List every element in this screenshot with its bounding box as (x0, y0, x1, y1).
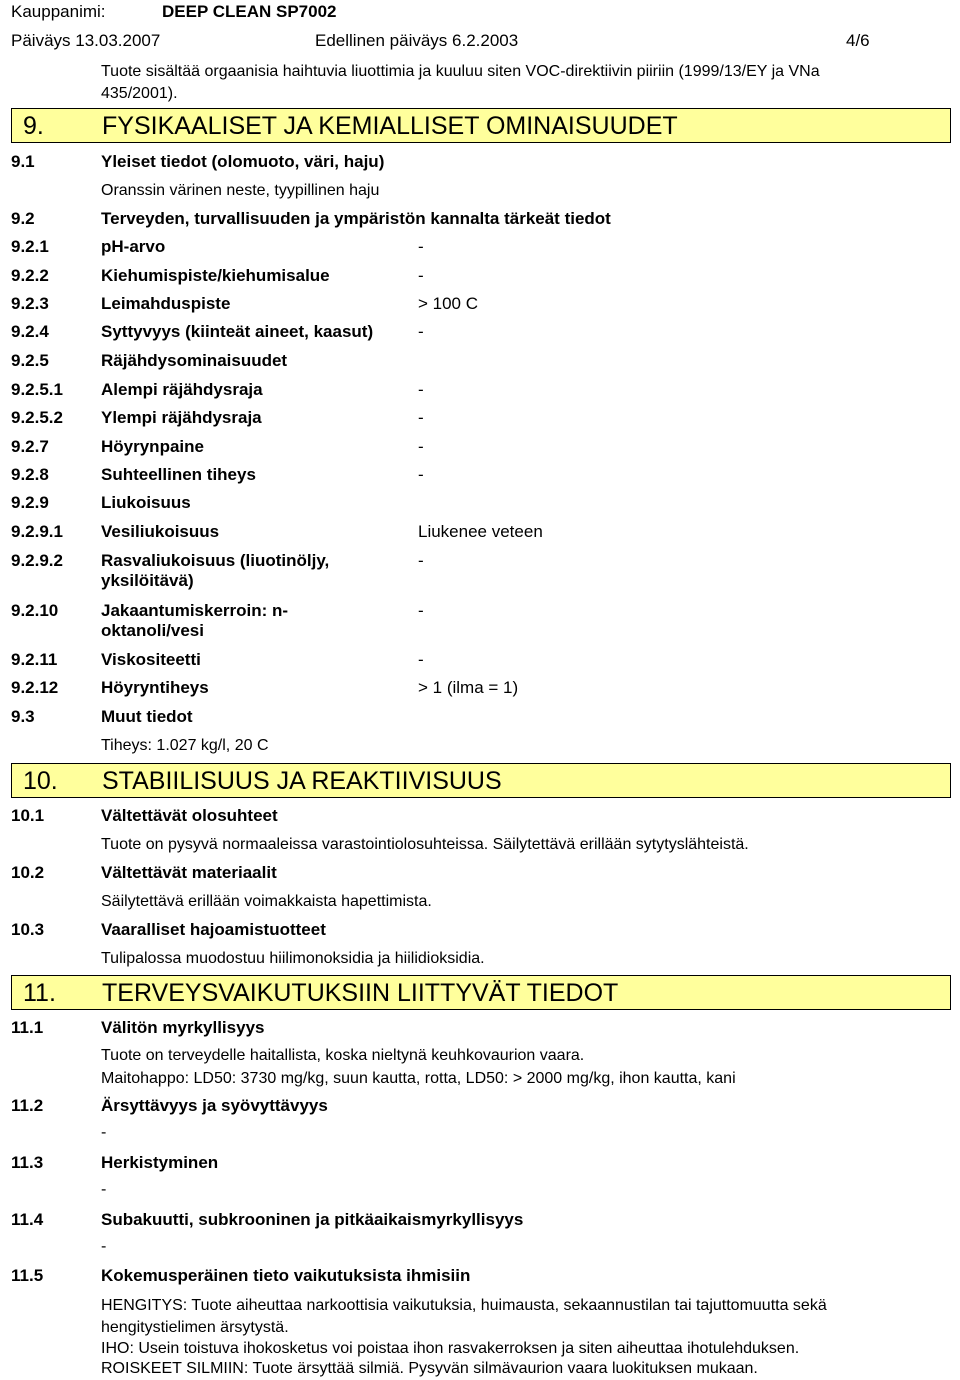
row-number: 9.2.5 (11, 351, 49, 370)
row-label: pH-arvo (101, 237, 166, 256)
item-desc: - (101, 1238, 107, 1255)
trade-name-label: Kauppanimi: (11, 2, 106, 21)
item-label: Ärsyttävyys ja syövyttävyys (101, 1096, 328, 1115)
item-label: Vaaralliset hajoamistuotteet (101, 920, 326, 939)
row-number: 9.2.9.2 (11, 551, 63, 570)
voc-notice-line1: Tuote sisältää orgaanisia haihtuvia liuottimia ja kuuluu siten VOC-direktiivin piiriin (1999/13/EY ja VNa (101, 63, 820, 80)
previous-date: Edellinen päiväys 6.2.2003 (315, 31, 519, 50)
row-number: 9.2.3 (11, 294, 49, 313)
row-label: Höyrynpaine (101, 437, 204, 456)
item-number: 11.5 (11, 1266, 44, 1285)
section-9-title: FYSIKAALISET JA KEMIALLISET OMINAISUUDET (102, 112, 678, 140)
item-desc: Tulipalossa muodostuu hiilimonoksidia ja hiilidioksidia. (101, 950, 485, 967)
item-desc: IHO: Usein toistuva ihokosketus voi poistaa ihon rasvakerroksen ja siten aiheuttaa ihotulehduksen. (101, 1340, 800, 1357)
section-11-title: TERVEYSVAIKUTUKSIIN LIITTYVÄT TIEDOT (102, 979, 619, 1007)
item-desc: Tuote on pysyvä normaaleissa varastointiolosuhteissa. Säilytettävä erillään sytytyslähteistä. (101, 836, 749, 853)
row-number: 9.2.10 (11, 601, 59, 620)
row-label: Muut tiedot (101, 707, 193, 726)
row-label: Viskositeetti (101, 650, 201, 669)
section-10-title: STABIILISUUS JA REAKTIIVISUUS (102, 767, 502, 795)
item-number: 10.2 (11, 863, 45, 882)
row-label: Alempi räjähdysraja (101, 380, 263, 399)
item-desc: - (101, 1181, 107, 1198)
section-11-banner (11, 975, 951, 1010)
row-value: Liukenee veteen (418, 522, 543, 541)
item-desc: Tuote on terveydelle haitallista, koska nieltynä keuhkovaurion vaara. (101, 1047, 585, 1064)
row-number: 9.2.8 (11, 465, 49, 484)
item-number: 10.3 (11, 920, 45, 939)
row-label: Räjähdysominaisuudet (101, 351, 288, 370)
section-9-banner (11, 108, 951, 143)
row-label: Ylempi räjähdysraja (101, 408, 262, 427)
page-number: 4/6 (846, 31, 870, 50)
row-number: 9.3 (11, 707, 35, 726)
item-number: 11.1 (11, 1018, 44, 1037)
row-value: > 100 C (418, 294, 479, 313)
row-value: - (418, 322, 424, 341)
row-label: Liukoisuus (101, 493, 191, 512)
item-desc: hengitystielimen ärsytystä. (101, 1319, 289, 1336)
row-number: 9.2.5.2 (11, 408, 63, 427)
item-desc: HENGITYS: Tuote aiheuttaa narkoottisia vaikutuksia, huimausta, sekaannustilan tai tajuttomuutta sekä (101, 1297, 827, 1314)
row-value: - (418, 465, 424, 484)
row-label: Kiehumispiste/kiehumisalue (101, 266, 330, 285)
item-label: Välitön myrkyllisyys (101, 1018, 265, 1037)
row-number: 9.2 (11, 209, 35, 228)
row-number: 9.1 (11, 152, 35, 171)
item-label: Vältettävät olosuhteet (101, 806, 278, 825)
item-number: 11.3 (11, 1153, 44, 1172)
item-label: Kokemusperäinen tieto vaikutuksista ihmisiin (101, 1266, 471, 1285)
voc-notice-line2: 435/2001). (101, 85, 178, 102)
row-value: - (418, 551, 424, 570)
row-label: Suhteellinen tiheys (101, 465, 256, 484)
section-9-number: 9. (23, 112, 44, 140)
section-10-banner (11, 763, 951, 798)
density-desc: Tiheys: 1.027 kg/l, 20 C (101, 737, 269, 754)
row-label: Rasvaliukoisuus (liuotinöljy, (101, 551, 330, 570)
row-number: 9.2.1 (11, 237, 49, 256)
row-value: - (418, 408, 424, 427)
item-desc: - (101, 1124, 107, 1141)
row-label: Jakaantumiskerroin: n- (101, 601, 289, 620)
row-label: Höyryntiheys (101, 678, 209, 697)
row-label: Leimahduspiste (101, 294, 231, 313)
row-value: - (418, 380, 424, 399)
item-number: 10.1 (11, 806, 45, 825)
item-label: Subakuutti, subkrooninen ja pitkäaikaismyrkyllisyys (101, 1210, 524, 1229)
row-value: - (418, 601, 424, 620)
item-desc: Maitohappo: LD50: 3730 mg/kg, suun kautta, rotta, LD50: > 2000 mg/kg, ihon kautta, kani (101, 1070, 736, 1087)
row-number: 9.2.4 (11, 322, 49, 341)
row-label: Yleiset tiedot (olomuoto, väri, haju) (101, 152, 385, 171)
item-number: 11.2 (11, 1096, 44, 1115)
item-label: Vältettävät materiaalit (101, 863, 277, 882)
row-label: Syttyvyys (kiinteät aineet, kaasut) (101, 322, 374, 341)
general-info-desc: Oranssin värinen neste, tyypillinen haju (101, 182, 380, 199)
row-number: 9.2.2 (11, 266, 49, 285)
trade-name-value: DEEP CLEAN SP7002 (162, 2, 337, 21)
item-desc: ROISKEET SILMIIN: Tuote ärsyttää silmiä. Pysyvän silmävaurion vaara luokituksen mukaan. (101, 1360, 758, 1377)
row-label-cont: yksilöitävä) (101, 571, 194, 590)
document-date: Päiväys 13.03.2007 (11, 31, 161, 50)
row-value: - (418, 237, 424, 256)
item-number: 11.4 (11, 1210, 44, 1229)
row-number: 9.2.9.1 (11, 522, 63, 541)
row-label: Vesiliukoisuus (101, 522, 220, 541)
row-label-cont: oktanoli/vesi (101, 621, 204, 640)
row-number: 9.2.9 (11, 493, 49, 512)
item-label: Herkistyminen (101, 1153, 219, 1172)
row-value: - (418, 437, 424, 456)
row-number: 9.2.5.1 (11, 380, 63, 399)
row-number: 9.2.12 (11, 678, 59, 697)
section-11-number: 11. (23, 979, 56, 1007)
row-label: Terveyden, turvallisuuden ja ympäristön kannalta tärkeät tiedot (101, 209, 611, 228)
row-value: - (418, 650, 424, 669)
section-10-number: 10. (23, 767, 58, 795)
item-desc: Säilytettävä erillään voimakkaista hapettimista. (101, 893, 432, 910)
row-value: > 1 (ilma = 1) (418, 678, 519, 697)
row-number: 9.2.7 (11, 437, 49, 456)
row-value: - (418, 266, 424, 285)
row-number: 9.2.11 (11, 650, 58, 669)
